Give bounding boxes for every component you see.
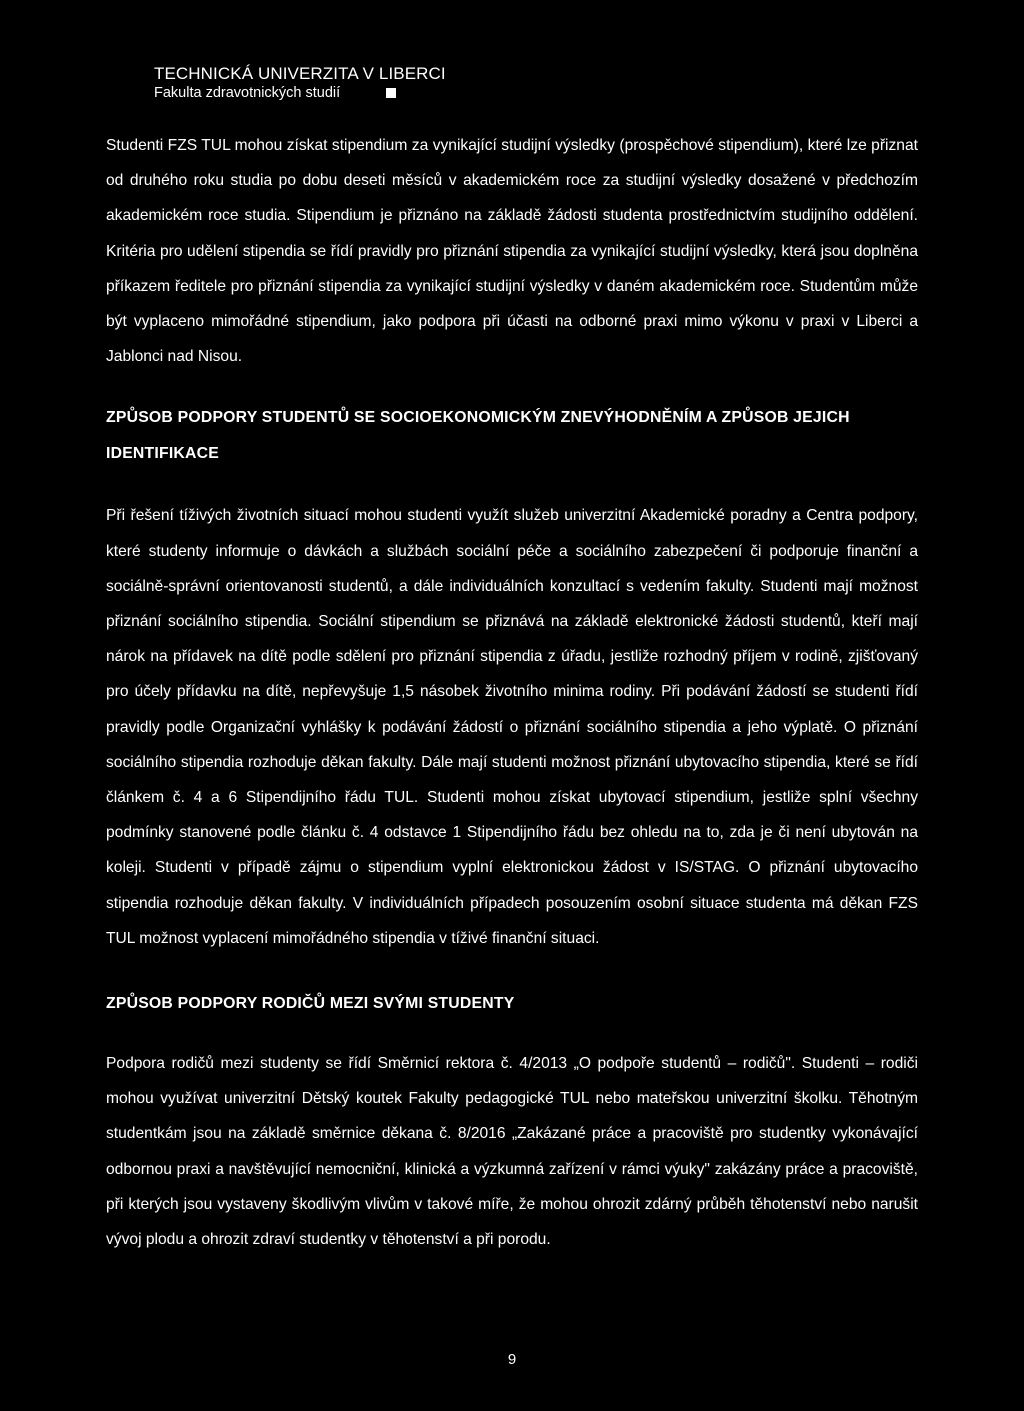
section-heading-socioeconomic: ZPŮSOB PODPORY STUDENTŮ SE SOCIOEKONOMICKÝM ZNEVÝHODNĚNÍM A ZPŮSOB JEJICH IDENTIFIKACE (106, 409, 850, 463)
parents-paragraph: Podpora rodičů mezi studenty se řídí Směrnicí rektora č. 4/2013 „O podpoře studentů – rodičů". Studenti – rodiči mohou využívat univerzitní Dětský koutek Fakulty pedagogické TUL nebo mateřskou univerzitní školku. Těhotným studentkám jsou na základě směrnice děkana č. 8/2016 „Zakázané práce a pracoviště pro studentky vykonávající odbornou praxi a navštěvující nemocniční, klinická a výzkumná zařízení v rámci výuky" zakázány práce a pracoviště, při kterých jsou vystaveny škodlivým vlivům v takové míře, že mohou ohrozit zdárný průběh těhotenství nebo narušit vývoj plodu a ohrozit zdraví studentky v těhotenství a při porodu. (106, 1055, 918, 1249)
university-name: TECHNICKÁ UNIVERZITA V LIBERCI (154, 64, 446, 83)
intro-paragraph: Studenti FZS TUL mohou získat stipendium za vynikající studijní výsledky (prospěchové stipendium), které lze přiznat od druhého roku studia po dobu deseti měsíců v akademickém roce za studijní výsledky dosažené v předchozím akademickém roce studia. Stipendium je přiznáno na základě žádosti studenta prostřednictvím studijního oddělení. Kritéria pro udělení stipendia se řídí pravidly pro přiznání stipendia za vynikající studijní výsledky, která jsou doplněna příkazem ředitele pro přiznání stipendia za vynikající studijní výsledky v daném akademickém roce. Studentům může být vyplaceno mimořádné stipendium, jako podpora při účasti na odborné praxi mimo výkonu v praxi v Liberci a Jablonci nad Nisou. (106, 137, 918, 366)
socioeconomic-paragraph: Při řešení tíživých životních situací mohou studenti využít služeb univerzitní Akademické poradny a Centra podpory, které studenty informuje o dávkách a službách sociální péče a sociálního zabezpečení či podporuje finanční a sociálně-správní orientovanosti studentů, a dále individuálních konzultací s vedením fakulty. Studenti mají možnost přiznání sociálního stipendia. Sociální stipendium se přiznává na základě elektronické žádosti studentů, kteří mají nárok na přídavek na dítě podle sdělení pro přiznání stipendia z úřadu, jestliže rozhodný příjem v rodině, zjišťovaný pro účely přídavku na dítě, nepřevyšuje 1,5 násobek životního minima rodiny. Při podávání žádostí se studenti řídí pravidly podle Organizační vyhlášky k podávání žádostí o přiznání sociálního stipendia a jeho výplatě. O přiznání sociálního stipendia rozhoduje děkan fakulty. Dále mají studenti možnost přiznání ubytovacího stipendia, které se řídí článkem č. 4 a 6 Stipendijního řádu TUL. Studenti mohou získat ubytovací stipendium, jestliže splní všechny podmínky stanovené podle článku č. 4 odstavce 1 Stipendijního řádu bez ohledu na to, zda je či není ubytován na koleji. Studenti v případě zájmu o stipendium vyplní elektronickou žádost v IS/STAG. O přiznání ubytovacího stipendia rozhoduje děkan fakulty. V individuálních případech posouzením osobní situace studenta má děkan FZS TUL možnost vyplacení mimořádného stipendia v tíživé finanční situaci. (106, 507, 918, 947)
page-number: 9 (507, 1351, 517, 1368)
spacer (106, 472, 918, 498)
faculty-name: Fakulta zdravotnických studií (154, 85, 341, 101)
document-body (106, 128, 918, 1257)
faculty-line (154, 84, 454, 102)
spacer (106, 1022, 918, 1046)
spacer (106, 956, 918, 986)
spacer (106, 374, 918, 400)
section-heading-parents: ZPŮSOB PODPORY RODIČŮ MEZI SVÝMI STUDENTY (106, 995, 515, 1013)
square-bullet-icon (386, 88, 396, 98)
page-header (154, 64, 454, 102)
